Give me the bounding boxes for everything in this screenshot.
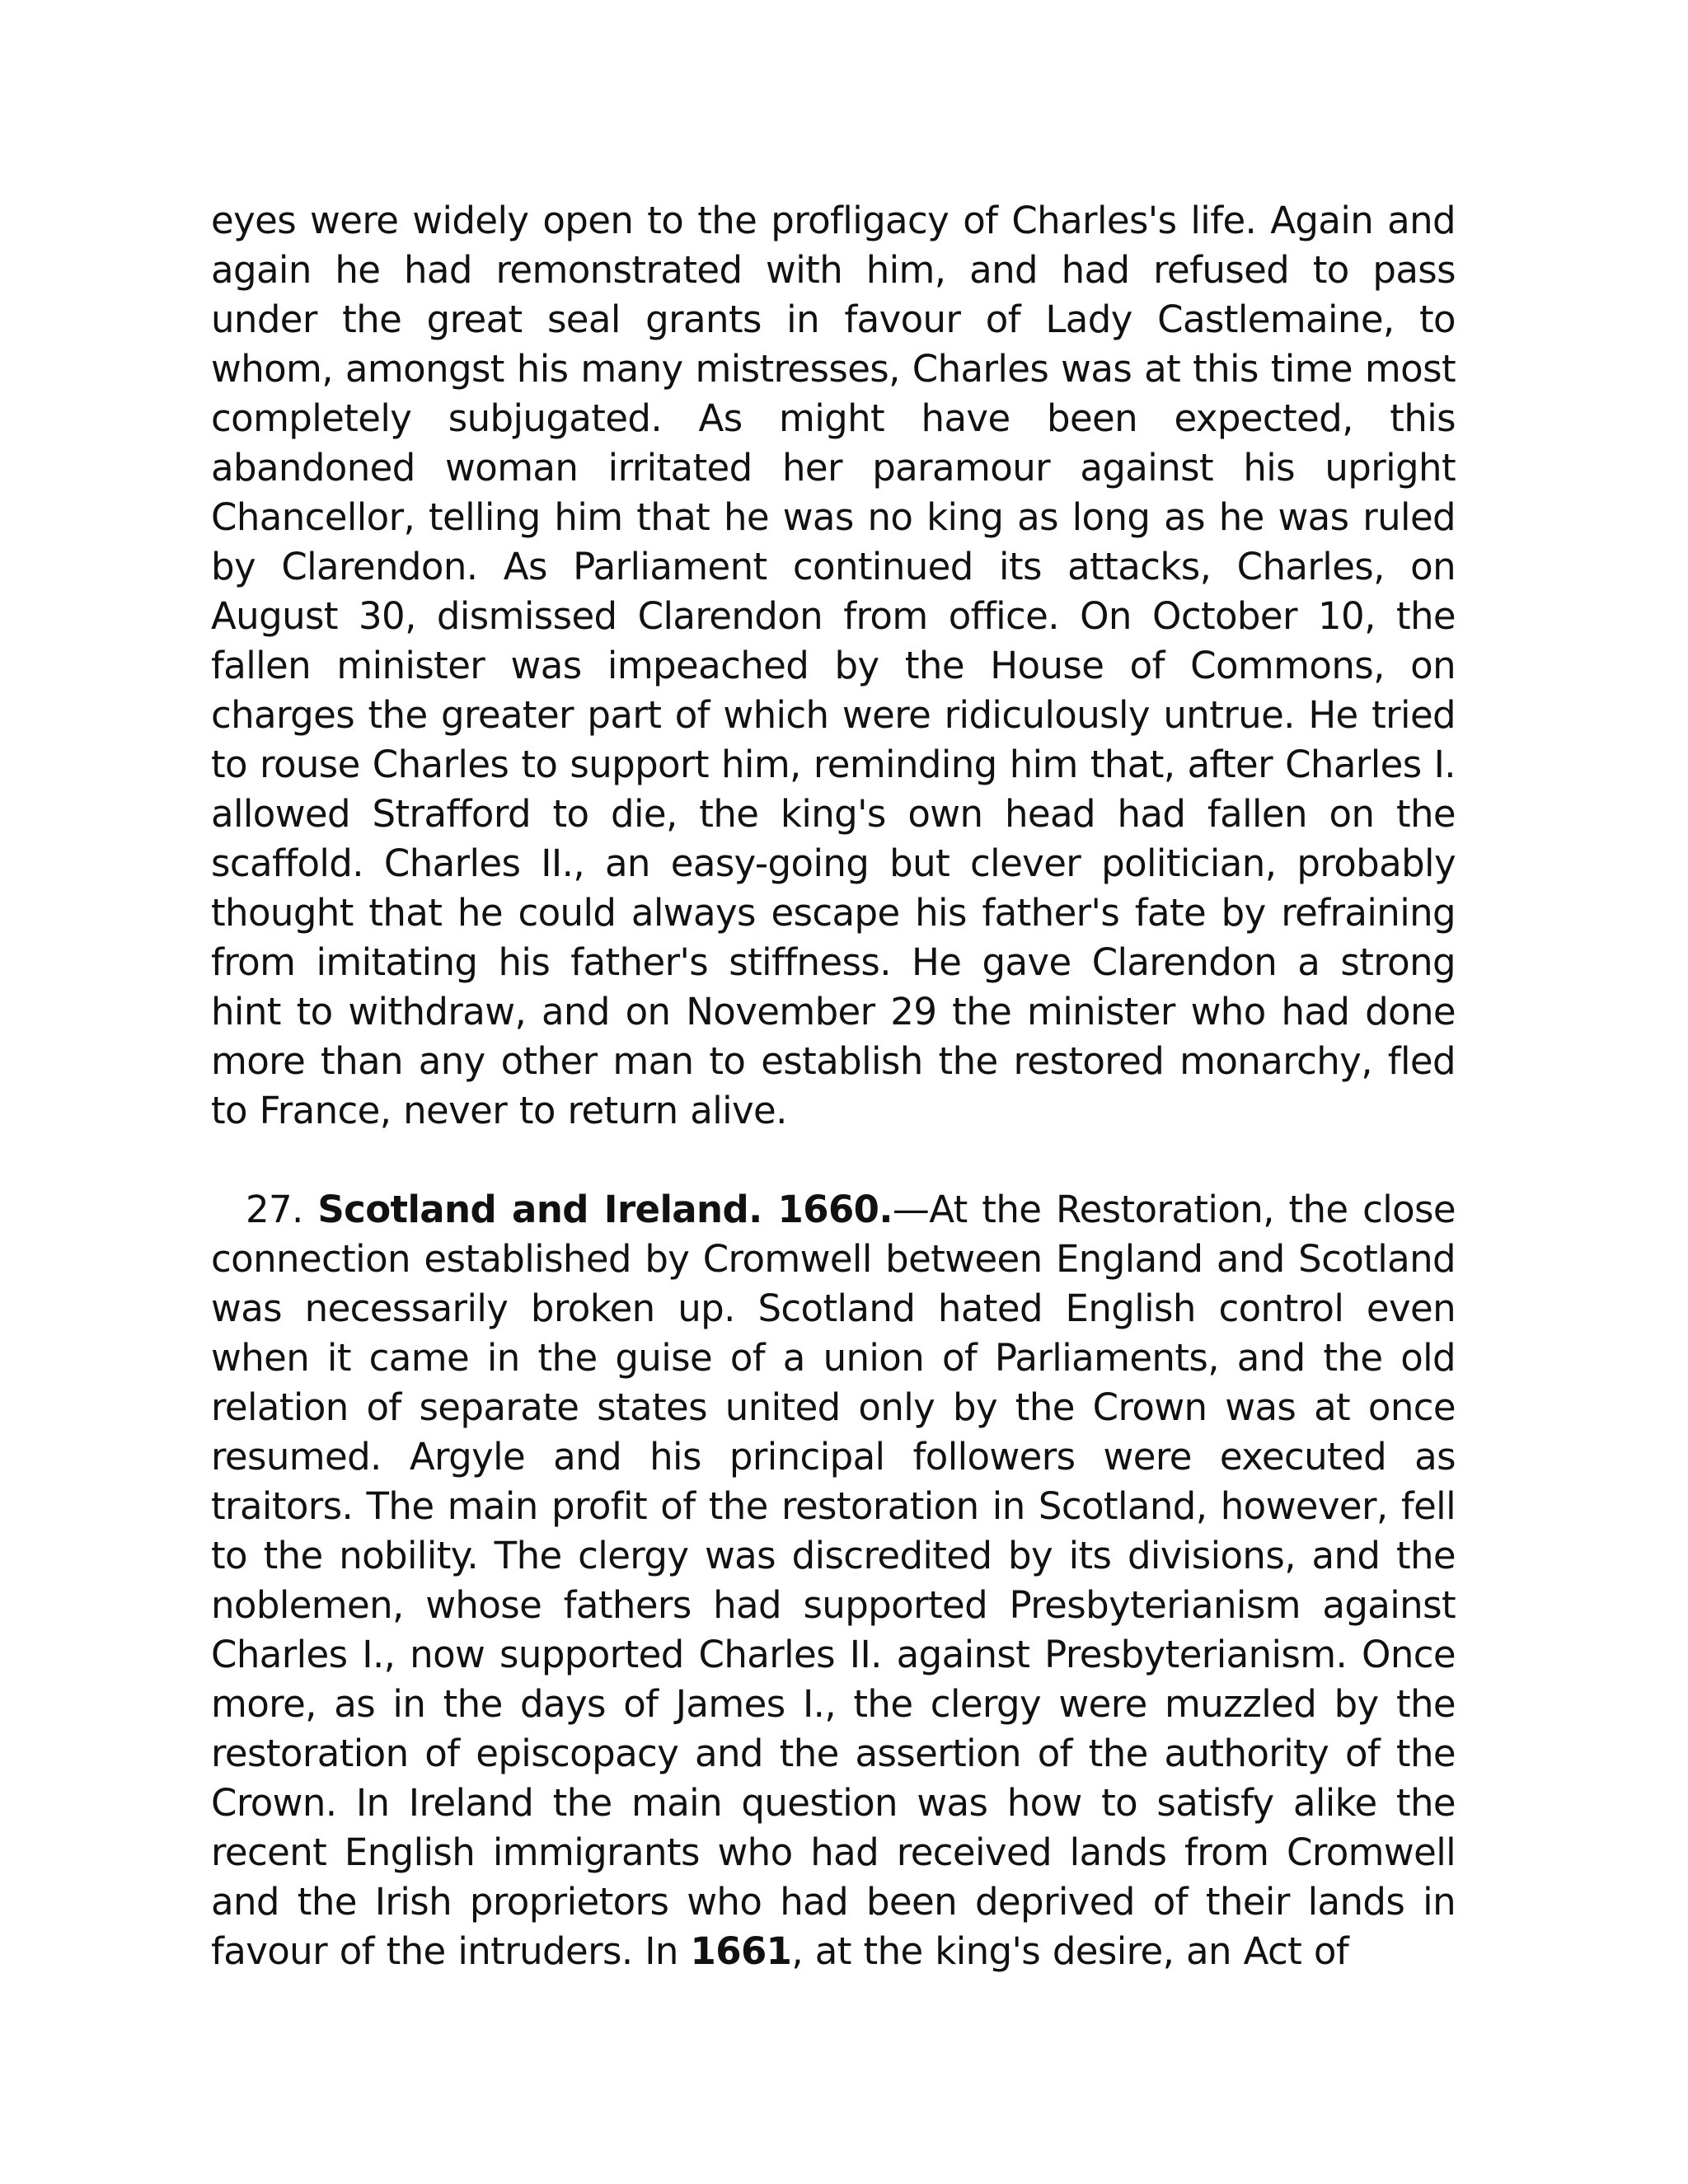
- section-body-text-end: , at the king's desire, an Act of: [791, 1929, 1349, 1973]
- document-page: [211, 196, 1456, 1976]
- paragraph-scotland-ireland: [211, 1185, 1456, 1976]
- year-1661: 1661: [690, 1929, 792, 1973]
- section-body-text: —At the Restoration, the close connection established by Cromwell between England and Scotland was necessarily broken up. Scotland hated English control even when it came in the guise of a union of Parliaments, and the old relation of separate states united only by the Crown was at once resumed. Argyle and his principal followers were executed as traitors. The main profit of the restoration in Scotland, however, fell to the nobility. The clergy was discredited by its divisions, and the noblemen, whose fathers had supported Presbyterianism against Charles I., now supported Charles II. against Presbyterianism. Once more, as in the days of James I., the clergy were muzzled by the restoration of episcopacy and the assertion of the authority of the Crown. In Ireland the main question was how to satisfy alike the recent English immigrants who had received lands from Cromwell and the Irish proprietors who had been deprived of their lands in favour of the intruders. In: [211, 1188, 1456, 1973]
- section-number: 27.: [246, 1188, 318, 1231]
- section-heading: Scotland and Ireland. 1660.: [317, 1188, 893, 1231]
- paragraph-clarendon-fall: eyes were widely open to the profligacy of Charles's life. Again and again he had remonstrated with him, and had refused to pass under the great seal grants in favour of Lady Castlemaine, to whom, amongst his many mistresses, Charles was at this time most completely subjugated. As might have been expected, this abandoned woman irritated her paramour against his upright Chancellor, telling him that he was no king as long as he was ruled by Clarendon. As Parliament continued its attacks, Charles, on August 30, dismissed Clarendon from office. On October 10, the fallen minister was impeached by the House of Commons, on charges the greater part of which were ridiculously untrue. He tried to rouse Charles to support him, reminding him that, after Charles I. allowed Strafford to die, the king's own head had fallen on the scaffold. Charles II., an easy-going but clever politician, probably thought that he could always escape his father's fate by refraining from imitating his father's stiffness. He gave Clarendon a strong hint to withdraw, and on November 29 the minister who had done more than any other man to establish the restored monarchy, fled to France, never to return alive.: [211, 199, 1456, 1132]
